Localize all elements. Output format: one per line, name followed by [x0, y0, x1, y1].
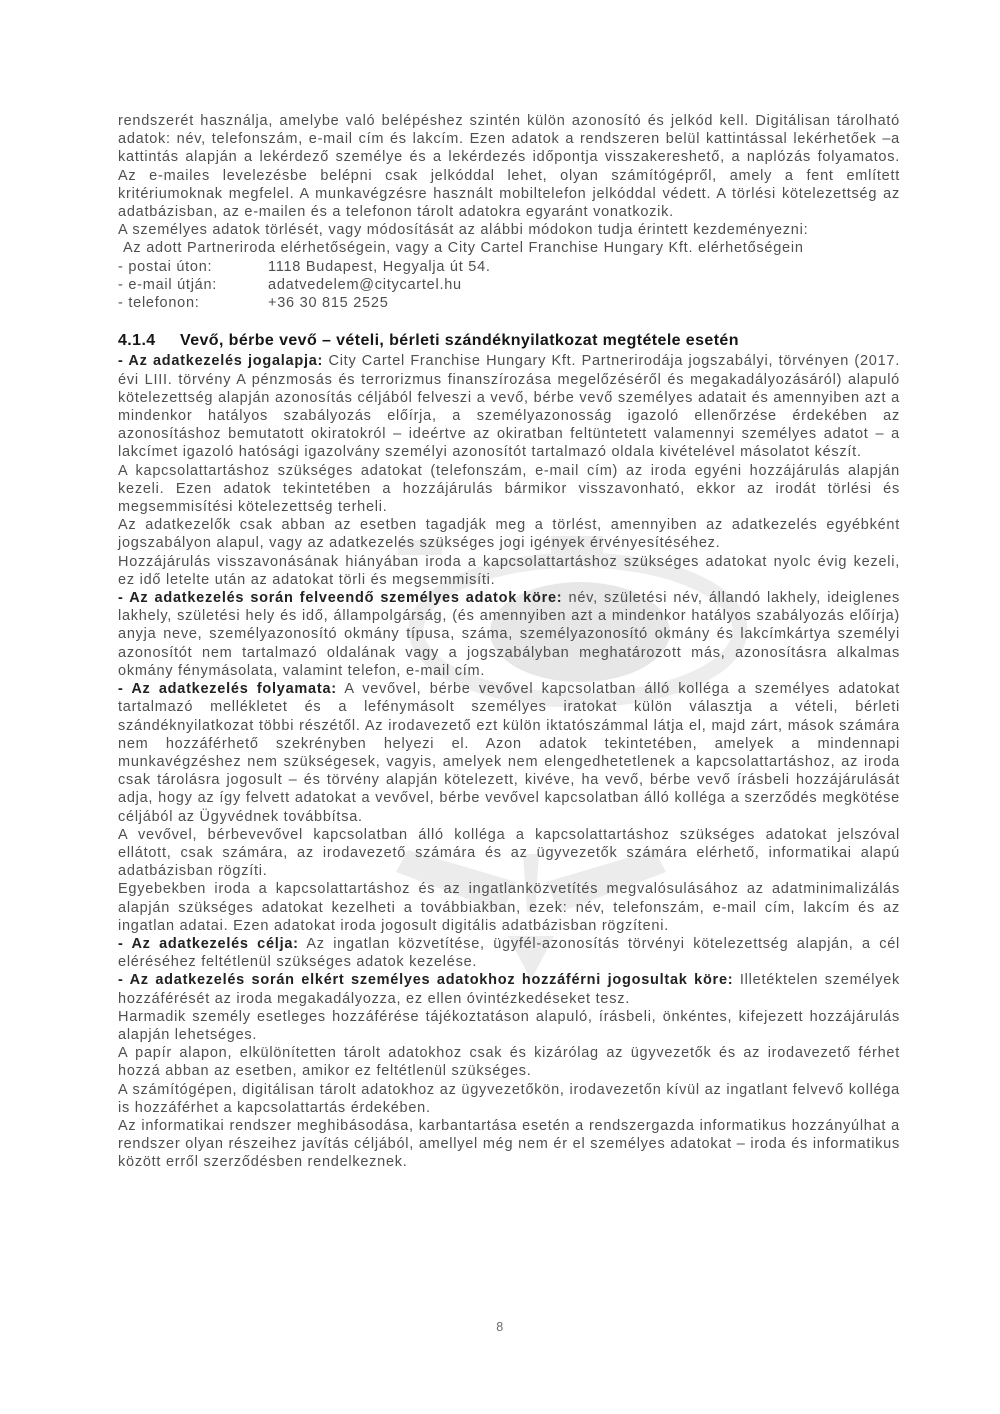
deletion-modes-paragraph: A személyes adatok törlését, vagy módosítását az alábbi módokon tudja érintett kezdeményezni:: [118, 222, 809, 239]
paragraph-lead: - Az adatkezelés során felveendő személyes adatok köre:: [118, 590, 563, 607]
third-party-paragraph: Harmadik személy esetleges hozzáférése tájékoztatáson alapuló, írásbeli, önkéntes, kifejezett hozzájárulás alapján lehetséges.: [118, 1008, 900, 1043]
digital-storage-paragraph: A számítógépen, digitálisan tárolt adatokhoz az ügyvezetőkön, irodavezetőn kívül az ingatlant felvevő kolléga is hozzáférhet a kapcsolattartás érdekében.: [118, 1081, 900, 1116]
contact-label: - e-mail útján:: [118, 276, 218, 293]
paragraph-text: A vevővel, bérbe vevővel kapcsolatban álló kolléga a személyes adatokat tartalmazó mellékletet és a lefénymásolt személyes iratokat külön választja a vételi, bérleti szándéknyilatkozat többi részétől. Az irodavezető ezt külön iktatószámmal látja el, majd zárt, mások számára nem hozzáférhető szekrényben helyezi el. Azon adatok tekintetében, amelyek a mindennapi munkavégzéshez nem szükségesek, vagyis, amelyek nem elengedhetetlenek a kapcsolattartáshoz, az iroda csak tárolásra jogosult – és törvény alapján kötelezett, kivéve, ha vevő, bérbe vevő írásbeli hozzájárulását adja, hogy az így felvett adatokat a vevővel, bérbe vevővel kapcsolatban álló kolléga a szerződés megkötése céljából az Ügyvédnek továbbítsa.: [118, 681, 900, 825]
section-heading: [118, 332, 900, 350]
contact-data-paragraph: A kapcsolattartáshoz szükséges adatokat (telefonszám, e-mail cím) az iroda egyéni hozzájárulás alapján kezeli. Ezen adatok tekintetében a hozzájárulás bármikor visszavonható, ekkor az irodát törlési és megsemmisítési kötelezettség terheli.: [118, 462, 900, 516]
section-number: 4.1.4: [118, 332, 156, 350]
paragraph-text: Az ingatlan közvetítése, ügyfél-azonosítás törvényi kötelezettség alapján, a cél eléréséhez feltétlenül szükséges adatok kezelése.: [118, 935, 901, 971]
paragraph-lead: - Az adatkezelés során elkért személyes adatokhoz hozzáférni jogosultak köre:: [118, 972, 734, 989]
personal-data-scope-paragraph: [118, 589, 900, 680]
paragraph-text: Illetéktelen személyek hozzáférését az iroda megakadályozza, ez ellen óvintézkedéseket tesz.: [118, 972, 901, 1007]
paragraph-text: név, születési név, állandó lakhely, ideiglenes lakhely, születési hely és idő, állampolgárság, (és amennyiben azt a mindenkor hatályos szabályozás előírja) anyja neve, személyazonosító okmány típusa, száma, személyazonosító okmány és lakcímkártya személyi azonosítót nem tartalmazó oldalának vagy a jogszabályban meghatározott más, azonosításra alkalmas okmány fénymásolata, valamint telefon, e-mail cím.: [118, 590, 901, 679]
contact-line-email: [118, 276, 900, 294]
body-text: [118, 112, 900, 1172]
contact-line-phone: [118, 294, 900, 312]
contact-label: - postai úton:: [118, 258, 213, 275]
partner-office-line: Az adott Partneriroda elérhetőségein, vagy a City Cartel Franchise Hungary Kft. elérhetőségein: [123, 240, 804, 257]
data-minimization-paragraph: Egyebekben iroda a kapcsolattartáshoz és az ingatlanközvetítés megvalósulásához az adatminimalizálás alapján szükséges adatokat kezelheti a továbbiakban, ezek: név, telefonszám, e-mail cím, lakcím és az ingatlan adatai. Ezen adatokat iroda jogosult digitális adatbázisban rögzíteni.: [118, 881, 900, 934]
phone-number: +36 30 815 2525: [268, 295, 389, 312]
contact-label: - telefonon:: [118, 295, 200, 312]
retention-paragraph: Hozzájárulás visszavonásának hiányában iroda a kapcsolattartáshoz szükséges adatokat nyolc évig kezeli, ez idő letelte után az adatokat törli és megsemmisíti.: [118, 553, 900, 588]
legal-basis-paragraph: [118, 352, 900, 461]
access-rights-paragraph: [118, 971, 900, 1007]
process-paragraph: [118, 680, 900, 826]
paragraph-lead: - Az adatkezelés célja:: [118, 935, 299, 952]
contact-line-postal: [118, 258, 900, 276]
section-title: Vevő, bérbe vevő – vételi, bérleti szándéknyilatkozat megtétele esetén: [180, 332, 739, 350]
paragraph-text: City Cartel Franchise Hungary Kft. Partnerirodája jogszabályi, törvényen (2017. évi LIII. törvény A pénzmosás és terrorizmus finanszírozása megelőzéséről és megakadályozásáról) alapuló kötelezettség alapján azonosítás céljából felveszi a vevő, bérbe vevő személyes adatait és amennyiben azt a mindenkor hatályos szabályozás előírja, a személyazonosság igazoló ellenőrzése érdekében az azonosításhoz bemutatott okiratokról – ideértve az okiratban feltüntetett valamennyi személyes adatot – a lakcímet igazoló hatósági igazolvány személyi azonosítót tartalmazó oldala kivételével másolatot készít.: [118, 353, 900, 461]
postal-address: 1118 Budapest, Hegyalja út 54.: [268, 258, 491, 275]
it-maintenance-paragraph: Az informatikai rendszer meghibásodása, karbantartása esetén a rendszergazda informatikus hozzányúlhat a rendszer olyan részeihez javítás céljából, amellyel még nem ér el személyes adatokat – iroda és informatikus között erről szerződésben rendelkeznek.: [118, 1117, 900, 1171]
refusal-paragraph: Az adatkezelők csak abban az esetben tagadják meg a törlést, amennyiben az adatkezelés egyébként jogszabályon alapul, vagy az adatkezelés szükséges jogi igények érvényesítéséhez.: [118, 517, 900, 552]
intro-paragraph: rendszerét használja, amelybe való belépéshez szintén külön azonosító és jelkód kell. Digitálisan tárolható adatok: név, telefonszám, e-mail cím és lakcím. Ezen adatok a rendszeren belül kattintással lekérhetőek –a kattintás alapján a lekérdező személye és a lekérdezés időpontja visszakereshető, a naplózás folyamatos. Az e-mailes levelezésbe belépni csak jelkóddal lehet, olyan számítógépről, amely a fent említett kritériumoknak megfelel. A munkavégzésre használt mobiltelefon jelkóddal védett. A törlési kötelezettség az adatbázisban, az e-mailen és a telefonon tárolt adatokra egyaránt vonatkozik.: [118, 113, 900, 221]
page-number: 8: [496, 1320, 504, 1334]
paragraph-lead: - Az adatkezelés jogalapja:: [118, 353, 324, 370]
purpose-paragraph: [118, 935, 900, 971]
email-address: adatvedelem@citycartel.hu: [268, 276, 462, 293]
paragraph-lead: - Az adatkezelés folyamata:: [118, 681, 337, 698]
paper-storage-paragraph: A papír alapon, elkülönítetten tárolt adatokhoz csak és kizárólag az ügyvezetők és az irodavezető férhet hozzá abban az esetben, amikor ez feltétlenül szükséges.: [118, 1045, 900, 1080]
database-paragraph: A vevővel, bérbevevővel kapcsolatban álló kolléga a kapcsolattartáshoz szükséges adatokat jelszóval ellátott, csak számára, az irodavezető számára és az ügyvezetők számára elérhető, informatikai alapú adatbázisban rögzíti.: [118, 826, 900, 880]
